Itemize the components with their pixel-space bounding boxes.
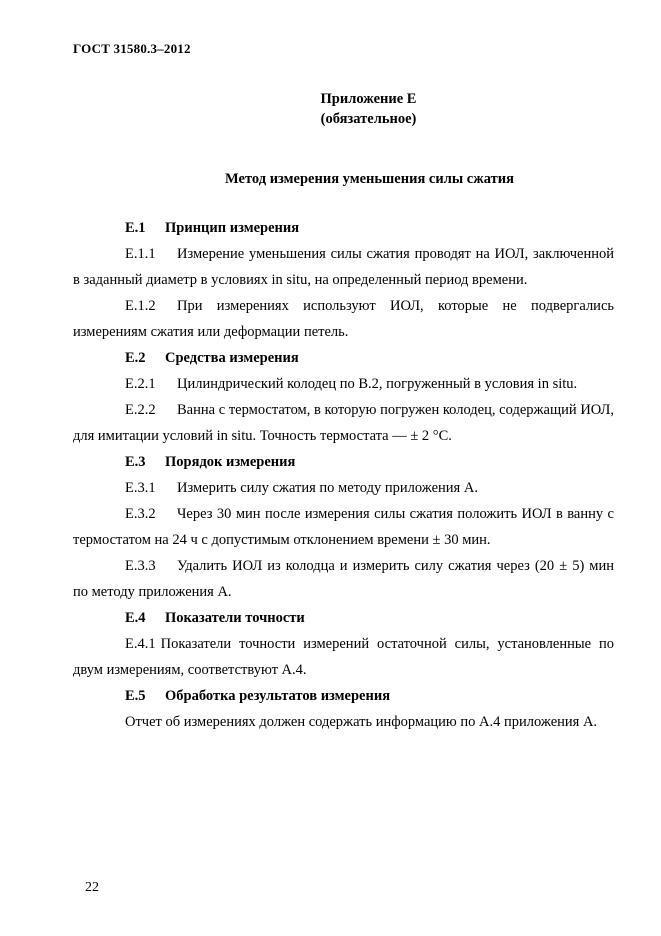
section-title: Показатели точности: [165, 610, 305, 626]
section-heading-e2: [73, 345, 614, 371]
paragraph-text: При измерениях используют ИОЛ, которые не подвергались измерениям сжатия или деформации петель.: [73, 298, 614, 340]
paragraph-text: Отчет об измерениях должен содержать информацию по А.4 приложения А.: [125, 714, 598, 730]
paragraph-e2-1: [73, 371, 614, 397]
section-number: Е.3: [125, 454, 146, 470]
section-number: Е.1: [125, 220, 146, 236]
section-title: Порядок измерения: [165, 454, 296, 470]
section-heading-e4: [73, 605, 614, 631]
paragraph-text: Измерить силу сжатия по методу приложения А.: [177, 480, 478, 496]
appendix-title: Приложение Е: [320, 91, 417, 107]
section-number: Е.5: [125, 688, 146, 704]
section-number: Е.4: [125, 610, 146, 626]
paragraph-e3-3: [73, 553, 614, 605]
section-title: Принцип измерения: [165, 220, 300, 236]
paragraph-number: Е.2.2: [125, 402, 156, 418]
paragraph-number: Е.4.1: [125, 636, 156, 652]
paragraph-text: Через 30 мин после измерения силы сжатия положить ИОЛ в ванну с термостатом на 24 ч с допустимым отклонением времени ± 30 мин.: [73, 506, 614, 548]
document-body: [73, 215, 614, 735]
section-heading-e3: [73, 449, 614, 475]
paragraph-text: Ванна с термостатом, в которую погружен колодец, содержащий ИОЛ, для имитации условий in situ. Точность термостата — ± 2 °С.: [73, 402, 614, 444]
paragraph-number: Е.3.2: [125, 506, 156, 522]
document-standard-header: ГОСТ 31580.3–2012: [73, 41, 191, 56]
paragraph-e3-2: [73, 501, 614, 553]
paragraph-e2-2: [73, 397, 614, 449]
appendix-status: (обязательное): [320, 111, 417, 127]
section-title: Средства измерения: [165, 350, 299, 366]
document-title: Метод измерения уменьшения силы сжатия: [225, 171, 514, 187]
section-number: Е.2: [125, 350, 146, 366]
paragraph-number: Е.1.1: [125, 246, 156, 262]
paragraph-e3-1: [73, 475, 614, 501]
paragraph-text: Удалить ИОЛ из колодца и измерить силу сжатия через (20 ± 5) мин по методу приложения А.: [73, 558, 614, 600]
paragraph-number: Е.1.2: [125, 298, 156, 314]
paragraph-e1-1: [73, 241, 614, 293]
section-title: Обработка результатов измерения: [165, 688, 391, 704]
paragraph-e4-1: [73, 631, 614, 683]
paragraph-e5: [73, 709, 614, 735]
paragraph-number: Е.3.1: [125, 480, 156, 496]
paragraph-text: Цилиндрический колодец по В.2, погруженный в условия in situ.: [177, 376, 578, 392]
paragraph-e1-2: [73, 293, 614, 345]
paragraph-text: Измерение уменьшения силы сжатия проводят на ИОЛ, заключенной в заданный диаметр в условиях in situ, на определенный период времени.: [73, 246, 614, 288]
section-heading-e5: [73, 683, 614, 709]
section-heading-e1: [73, 215, 614, 241]
paragraph-text: Показатели точности измерений остаточной силы, установленные по двум измерениям, соответствуют А.4.: [73, 636, 614, 678]
paragraph-number: Е.2.1: [125, 376, 156, 392]
paragraph-number: Е.3.3: [125, 558, 156, 574]
page-number: 22: [85, 880, 99, 895]
